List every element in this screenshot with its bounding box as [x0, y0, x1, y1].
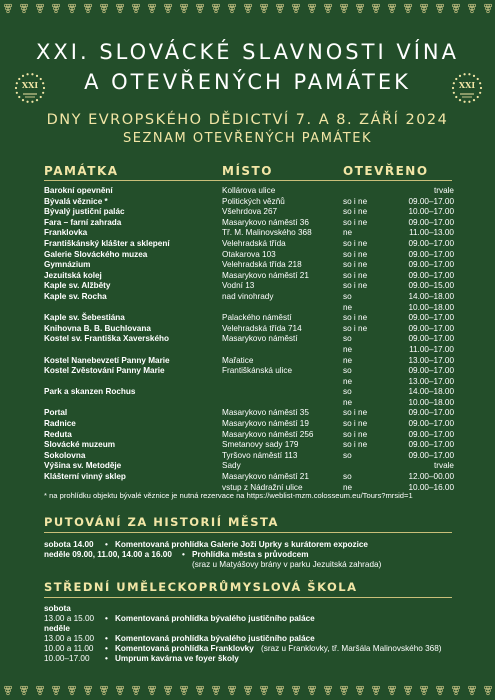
- table-row: [44, 377, 456, 388]
- putovani-event2-time: neděle 09.00, 11.00, 14.00 a 16.00: [44, 550, 172, 559]
- putovani-divider: [44, 532, 452, 533]
- monument-name: Kostel Zvěstování Panny Marie: [44, 366, 165, 376]
- monument-name: Franklovka: [44, 228, 88, 238]
- monument-name: Bývalá věznice *: [44, 196, 108, 206]
- skola-event4-text: Umprum kavárna ve foyer školy: [115, 654, 239, 663]
- monument-place: Masarykovo náměstí 256: [222, 429, 314, 439]
- monument-place: Tyršovo náměstí 113: [222, 450, 298, 460]
- monument-name: Jezuitská kolej: [44, 270, 102, 280]
- table-row: [44, 356, 456, 367]
- open-hours: 10.00–18.00: [408, 302, 454, 312]
- bullet: •: [105, 540, 108, 549]
- open-hours: 09.00–17.00: [408, 270, 454, 280]
- monument-place: Smetanovy sady 179: [222, 440, 299, 450]
- putovani-event1-time: sobota 14.00: [44, 540, 94, 549]
- open-days: ne: [343, 355, 353, 365]
- table-row: [44, 451, 456, 462]
- putovani-event2-note: (sraz u Matyášovy brány v parku Jezuitská zahrada): [192, 560, 382, 569]
- table-row: [44, 218, 456, 229]
- table-row: [44, 461, 456, 472]
- open-days: so: [343, 366, 352, 376]
- bullet: •: [105, 614, 108, 623]
- monument-place: Velehradská třída 218: [222, 260, 302, 270]
- emblem-text: XXI: [21, 80, 39, 90]
- monument-place: Tř. M. Malinovského 368: [222, 228, 312, 238]
- bullet: •: [182, 550, 185, 559]
- open-days: ne: [343, 228, 353, 238]
- open-hours: trvale: [433, 461, 454, 471]
- monument-place: Sady: [222, 461, 241, 471]
- table-row: [44, 398, 456, 409]
- open-hours: 13.00–17.00: [408, 355, 454, 365]
- open-hours: 09.00–17.00: [408, 408, 454, 418]
- table-row: [44, 271, 456, 282]
- reservation-footnote: * na prohlídku objektu bývalé věznice je nutná rezervace na https://weblist-mzm.colosseum.eu/Tours?mrsid=1: [44, 491, 413, 500]
- monument-place: Velehradská třída: [222, 238, 286, 248]
- open-days: ne: [343, 302, 353, 312]
- grape-border-bottom: [0, 684, 495, 698]
- monument-name: Gymnázium: [44, 260, 91, 270]
- open-hours: 09.00–17.00: [408, 238, 454, 248]
- open-days: so: [343, 387, 352, 397]
- monument-name: Sokolovna: [44, 450, 86, 460]
- open-days: ne: [343, 482, 353, 492]
- monument-table: [44, 186, 456, 493]
- skola-event3-text: Komentovaná prohlídka Franklovky: [115, 644, 254, 653]
- monument-place: Vodní 13: [222, 281, 255, 291]
- monument-name: Slovácké muzeum: [44, 440, 115, 450]
- monument-place: Masarykovo náměstí 35: [222, 408, 309, 418]
- monument-place: Všehrdova 267: [222, 207, 278, 217]
- monument-name: Knihovna B. B. Buchlovana: [44, 323, 151, 333]
- monument-place: Velehradská třída 714: [222, 323, 302, 333]
- open-hours: 09.00–17.00: [408, 260, 454, 270]
- monument-name: Kaple sv. Alžběty: [44, 281, 111, 291]
- open-hours: 09.00–17.00: [408, 440, 454, 450]
- monument-name: Klášterní vinný sklep: [44, 472, 126, 482]
- open-days: so i ne: [343, 419, 368, 429]
- skola-section-title: STŘEDNÍ UMĚLECKOPRŮMYSLOVÁ ŠKOLA: [44, 580, 358, 594]
- open-hours: 12.00–00.00: [408, 472, 454, 482]
- open-days: so: [343, 450, 352, 460]
- open-days: so i ne: [343, 440, 368, 450]
- monument-place: Politických vězňů: [222, 196, 285, 206]
- open-hours: 09.00–17.00: [408, 313, 454, 323]
- table-row: [44, 292, 456, 303]
- subtitle-line-1: DNY EVROPSKÉHO DĚDICTVÍ 7. A 8. ZÁŘÍ 2024: [46, 112, 449, 128]
- open-hours: 09.00–17.00: [408, 217, 454, 227]
- open-hours: 09.00–17.00: [408, 366, 454, 376]
- grape-border-top: [0, 2, 495, 16]
- monument-name: Barokní opevnění: [44, 186, 113, 195]
- open-hours: 09.00–15.00: [408, 281, 454, 291]
- skola-divider: [44, 597, 452, 598]
- open-days: so i ne: [343, 196, 368, 206]
- monument-name: Kaple sv. Šebestiána: [44, 313, 125, 323]
- open-hours: 09.00–17.00: [408, 450, 454, 460]
- subtitle-line-2: SEZNAM OTEVŘENÝCH PAMÁTEK: [123, 131, 372, 146]
- monument-place: Masarykovo náměstí 21: [222, 472, 309, 482]
- open-days: ne: [343, 397, 353, 407]
- emblem-text: XXI: [458, 80, 476, 90]
- open-hours: 09.00–17.00: [408, 429, 454, 439]
- table-row: [44, 207, 456, 218]
- table-row: [44, 197, 456, 208]
- skola-day-saturday: sobota: [44, 604, 71, 613]
- open-hours: 09.00–17.00: [408, 249, 454, 259]
- open-days: so i ne: [343, 238, 368, 248]
- putovani-event1-text: Komentovaná prohlídka Galerie Joži Uprky s kurátorem expozice: [115, 540, 368, 549]
- column-header-place: MÍSTO: [222, 164, 273, 178]
- table-row: [44, 324, 456, 335]
- open-days: so i ne: [343, 217, 368, 227]
- table-row: [44, 430, 456, 441]
- monument-name: Park a skanzen Rochus: [44, 387, 136, 397]
- skola-event3-time: 10.00 a 11.00: [44, 644, 94, 653]
- column-header-monument: PAMÁTKA: [44, 164, 119, 178]
- open-hours: 10.00–17.00: [408, 207, 454, 217]
- open-hours: 14.00–18.00: [408, 291, 454, 301]
- skola-event3-note: (sraz u Franklovky, tř. Maršála Malinovského 368): [261, 644, 442, 653]
- open-hours: 09.00–17.00: [408, 323, 454, 333]
- open-days: so: [343, 472, 352, 482]
- table-row: [44, 408, 456, 419]
- skola-event2-text: Komentovaná prohlídka bývalého justičního paláce: [115, 634, 315, 643]
- monument-name: Bývalý justiční palác: [44, 207, 125, 217]
- open-days: ne: [343, 376, 353, 386]
- table-row: [44, 345, 456, 356]
- header-divider: [44, 180, 452, 181]
- monument-name: Fara – farní zahrada: [44, 217, 122, 227]
- putovani-section-title: PUTOVÁNÍ ZA HISTORIÍ MĚSTA: [44, 515, 279, 529]
- open-days: so: [343, 291, 352, 301]
- open-hours: 09.00–17.00: [408, 419, 454, 429]
- table-row: [44, 303, 456, 314]
- monument-name: Reduta: [44, 429, 72, 439]
- monument-place: Palackého náměstí: [222, 313, 292, 323]
- open-days: so i ne: [343, 281, 368, 291]
- monument-name: Portal: [44, 408, 68, 418]
- monument-place: nad vinohrady: [222, 291, 274, 301]
- table-row: [44, 186, 456, 197]
- monument-place: Masarykovo náměstí 19: [222, 419, 309, 429]
- table-row: [44, 472, 456, 483]
- open-days: so i ne: [343, 207, 368, 217]
- table-row: [44, 419, 456, 430]
- monument-place: Masarykovo náměstí 36: [222, 217, 309, 227]
- table-row: [44, 281, 456, 292]
- open-hours: 14.00–18.00: [408, 387, 454, 397]
- monument-name: Kaple sv. Rocha: [44, 291, 107, 301]
- monument-name: Galerie Slováckého muzea: [44, 249, 148, 259]
- title-line-1: XXI. SLOVÁCKÉ SLAVNOSTI VÍNA: [36, 40, 459, 64]
- table-row: [44, 440, 456, 451]
- bullet: •: [105, 634, 108, 643]
- open-days: so i ne: [343, 270, 368, 280]
- skola-event1-time: 13.00 a 15.00: [44, 614, 95, 623]
- table-row: [44, 334, 456, 345]
- title-line-2: A OTEVŘENÝCH PAMÁTEK: [84, 70, 411, 94]
- open-days: so i ne: [343, 249, 368, 259]
- open-hours: 13.00–17.00: [408, 376, 454, 386]
- table-row: [44, 239, 456, 250]
- open-hours: 11.00–17.00: [409, 344, 454, 354]
- open-hours: 10.00–16.00: [408, 482, 454, 492]
- open-hours: trvale: [433, 186, 454, 195]
- monument-name: Radnice: [44, 419, 76, 429]
- monument-name: Františkánský klášter a sklepení: [44, 238, 170, 248]
- skola-event4-time: 10.00–17.00: [44, 654, 90, 663]
- open-days: so: [343, 334, 352, 344]
- monument-place: vstup z Nádražní ulice: [222, 482, 303, 492]
- open-hours: 09.00–17.00: [408, 334, 454, 344]
- open-days: so i ne: [343, 323, 368, 333]
- monument-place: Otakarova 103: [222, 249, 276, 259]
- open-days: ne: [343, 344, 353, 354]
- monument-place: Masarykovo náměstí 21: [222, 270, 309, 280]
- open-days: so i ne: [343, 260, 368, 270]
- table-row: [44, 260, 456, 271]
- monument-place: Mařatice: [222, 355, 254, 365]
- monument-place: Kollárova ulice: [222, 186, 276, 195]
- open-hours: 10.00–18.00: [408, 397, 454, 407]
- column-header-open: OTEVŘENO: [343, 164, 429, 178]
- monument-name: Kostel Nanebevzetí Panny Marie: [44, 355, 170, 365]
- monument-name: Výšina sv. Metoděje: [44, 461, 122, 471]
- table-row: [44, 228, 456, 239]
- bullet: •: [105, 644, 108, 653]
- table-row: [44, 366, 456, 377]
- monument-place: Františkánská ulice: [222, 366, 293, 376]
- monument-name: Kostel sv. Františka Xaverského: [44, 334, 169, 344]
- open-hours: 11.00–13.00: [409, 228, 454, 238]
- bullet: •: [105, 654, 108, 663]
- open-days: so i ne: [343, 429, 368, 439]
- open-hours: 09.00–17.00: [408, 196, 454, 206]
- open-days: so i ne: [343, 408, 368, 418]
- skola-day-sunday: neděle: [44, 624, 70, 633]
- table-row: [44, 387, 456, 398]
- putovani-event2-text: Prohlídka města s průvodcem: [192, 550, 309, 559]
- table-row: [44, 313, 456, 324]
- open-days: so i ne: [343, 313, 368, 323]
- monument-place: Masarykovo náměstí: [222, 334, 298, 344]
- skola-event1-text: Komentovaná prohlídka bývalého justičního paláce: [115, 614, 315, 623]
- table-row: [44, 250, 456, 261]
- skola-event2-time: 13.00 a 15.00: [44, 634, 95, 643]
